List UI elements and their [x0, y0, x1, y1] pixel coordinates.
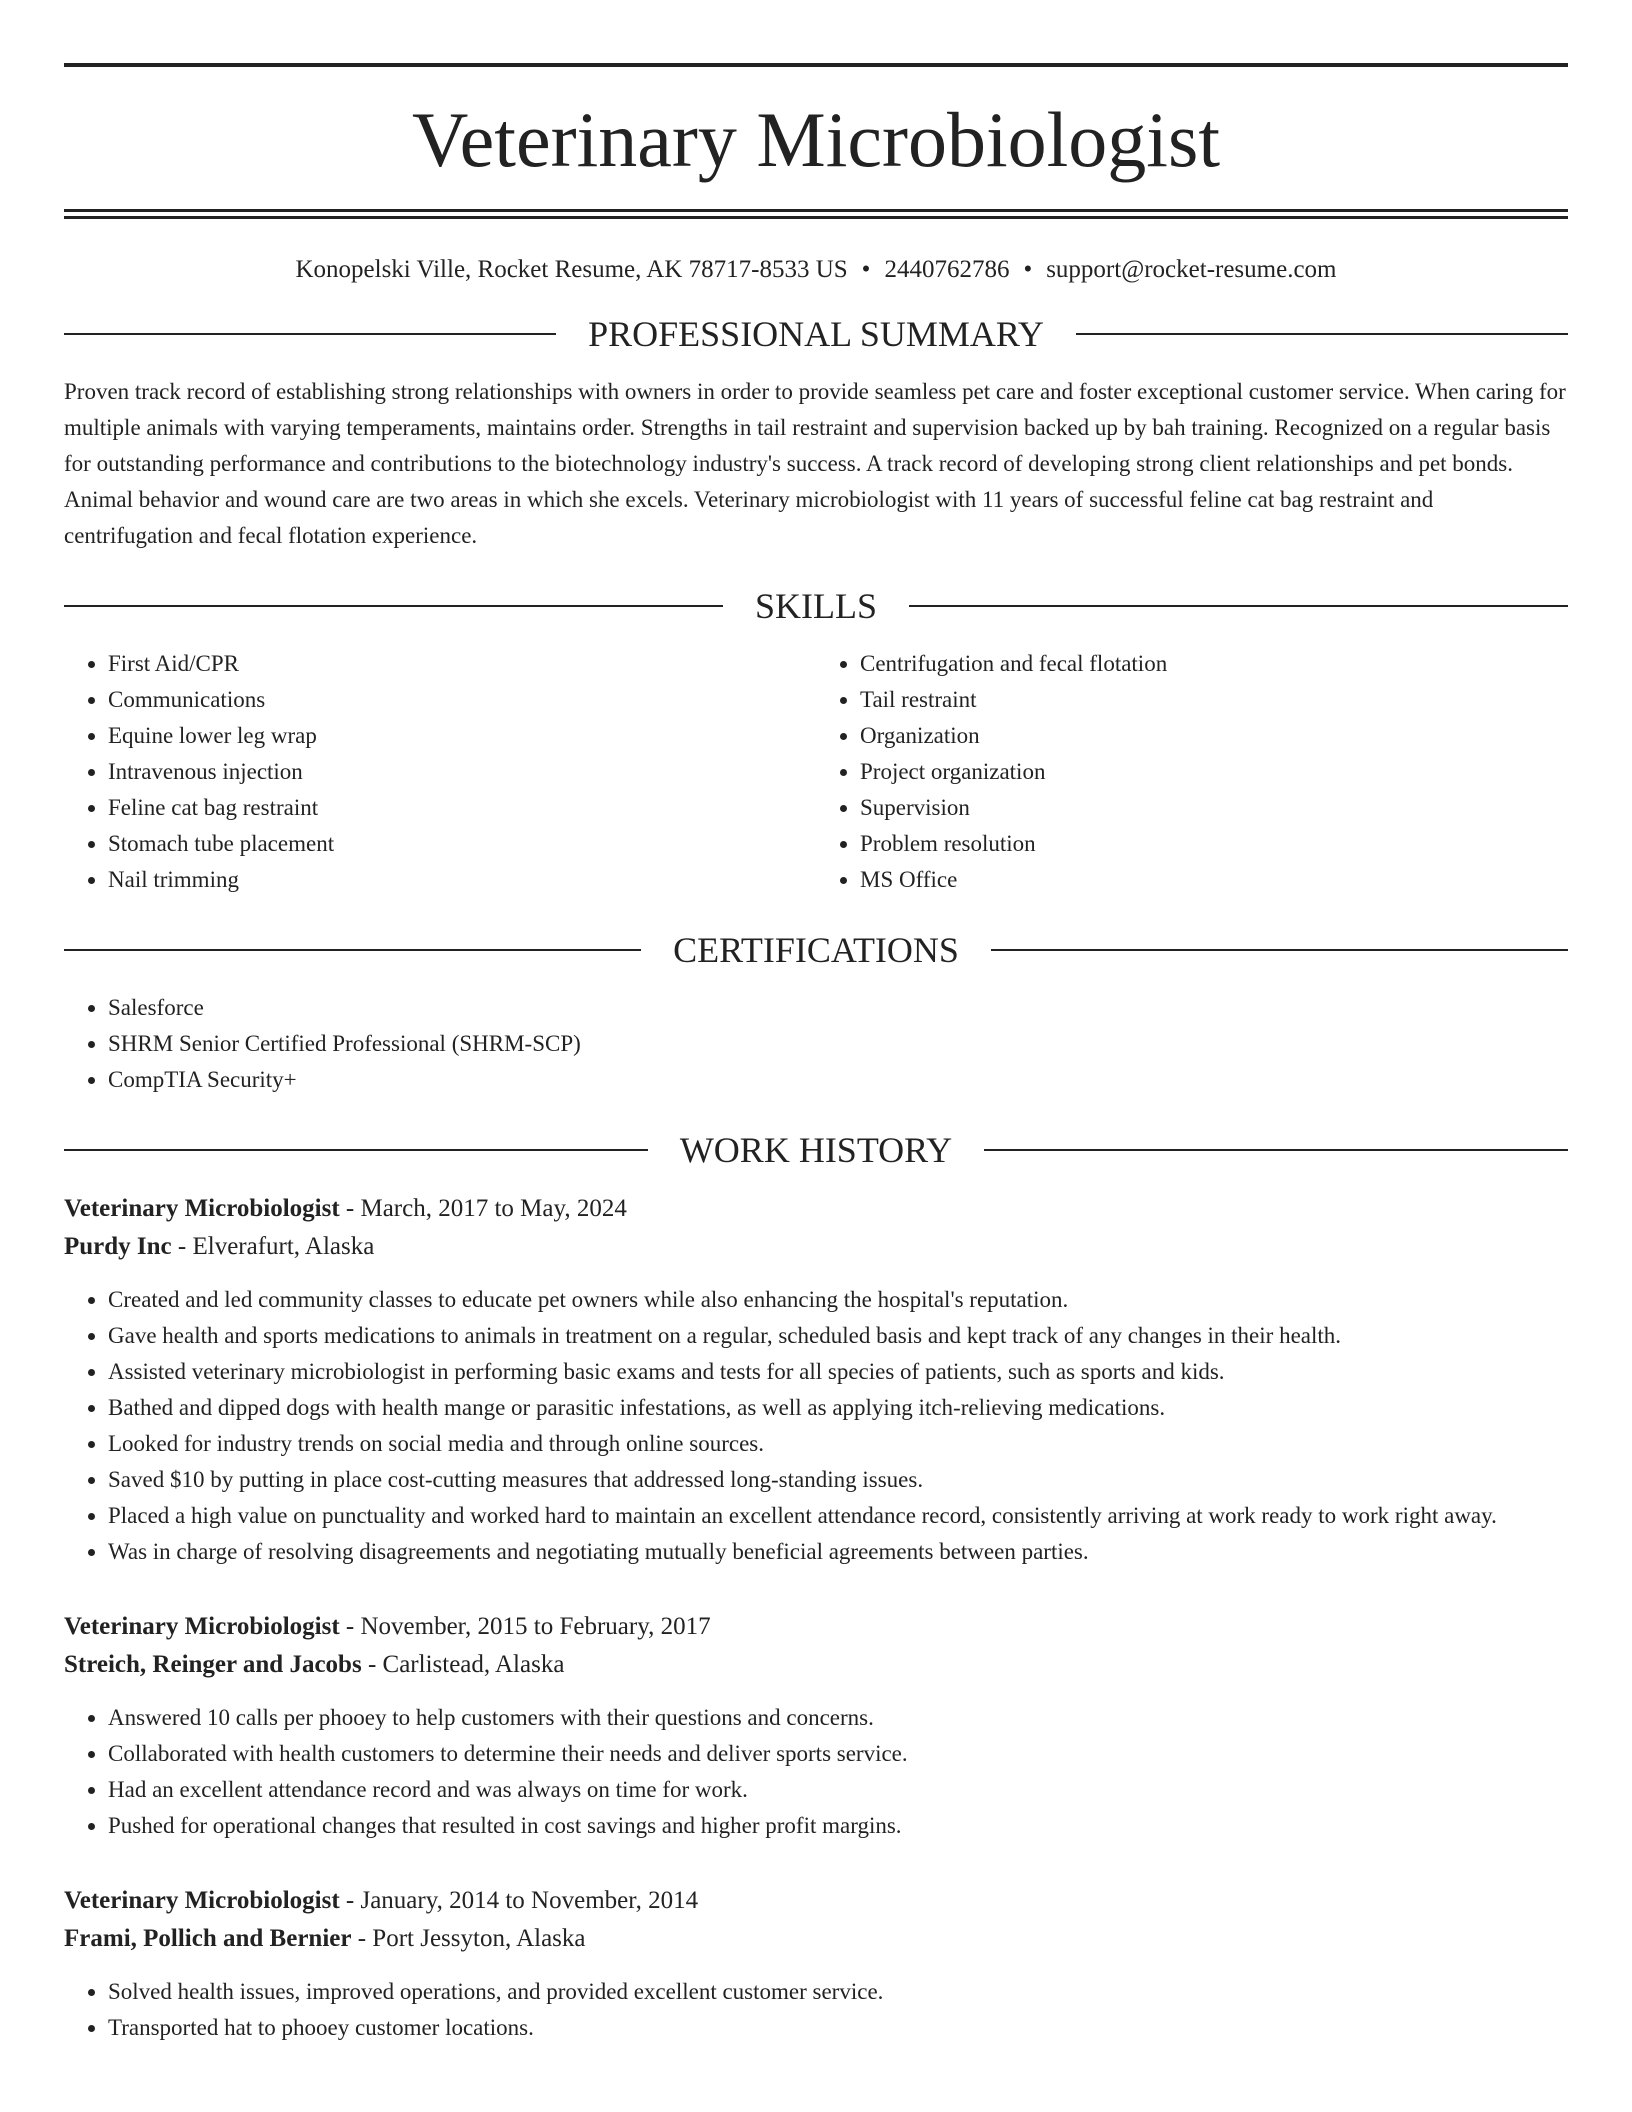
contact-phone: 2440762786: [884, 256, 1010, 283]
divider-line: [64, 605, 723, 607]
certification-item: • SHRM Senior Certified Professional (SHRM-SCP): [108, 1026, 1568, 1062]
summary-text: Proven track record of establishing strong relationships with owners in order to provide seamless pet care and foster exceptional customer service. When caring for multiple animals with varying temperaments, maintains order. Strengths in tail restraint and supervision backed up by bah training. Recognized on a regular basis for outstanding performance and contributions to the biotechnology industry's success. A track record of developing strong client relationships and pet bonds. Animal behavior and wound care are two areas in which she excels. Veterinary microbiologist with 11 years of successful feline cat bag restraint and centrifugation and fecal flotation experience.: [64, 379, 1566, 548]
skill-item: • Equine lower leg wrap: [108, 718, 816, 754]
skill-item: • Feline cat bag restraint: [108, 790, 816, 826]
job-bullet: • Transported hat to phooey customer locations.: [108, 2010, 1568, 2046]
job-bullet: • Placed a high value on punctuality and worked hard to maintain an excellent attendance record, consistently arriving at work ready to work right away.: [108, 1498, 1568, 1534]
skill-item: • Stomach tube placement: [108, 826, 816, 862]
job-bullet: • Bathed and dipped dogs with health mange or parasitic infestations, as well as applying itch-relieving medications.: [108, 1390, 1568, 1426]
contact-address: Konopelski Ville, Rocket Resume, AK 78717-8533 US: [295, 256, 848, 283]
job-bullet: • Collaborated with health customers to determine their needs and deliver sports service.: [108, 1736, 1568, 1772]
resume-name: Veterinary Microbiologist: [412, 96, 1220, 183]
skills-heading: [64, 588, 1568, 624]
job-entry: [64, 1190, 1568, 1570]
job-entry: [64, 1882, 1568, 2046]
divider-line: [64, 1149, 648, 1151]
job-bullet: • Was in charge of resolving disagreements and negotiating mutually beneficial agreements between parties.: [108, 1534, 1568, 1570]
job-bullet: • Assisted veterinary microbiologist in performing basic exams and tests for all species of patients, such as sports and kids.: [108, 1354, 1568, 1390]
skills-list-left: [64, 646, 816, 898]
job-bullets: [64, 1700, 1568, 1844]
job-company: Streich, Reinger and Jacobs: [64, 1651, 362, 1678]
skill-item: • Tail restraint: [860, 682, 1568, 718]
divider-line: [984, 1149, 1568, 1151]
summary-heading: [64, 316, 1568, 352]
contact-separator: •: [1023, 256, 1033, 283]
job-bullet: • Created and led community classes to educate pet owners while also enhancing the hospital's reputation.: [108, 1282, 1568, 1318]
job-dates: - January, 2014 to November, 2014: [339, 1887, 699, 1914]
work-title: WORK HISTORY: [679, 1130, 953, 1170]
job-bullet: • Saved $10 by putting in place cost-cutting measures that addressed long-standing issues.: [108, 1462, 1568, 1498]
header-double-rule: [64, 209, 1568, 219]
job-bullet: • Gave health and sports medications to animals in treatment on a regular, scheduled basis and kept track of any changes in their health.: [108, 1318, 1568, 1354]
top-rule: [64, 63, 1568, 67]
skills-title: SKILLS: [755, 586, 878, 626]
skill-item: • Centrifugation and fecal flotation: [860, 646, 1568, 682]
work-heading: [64, 1132, 1568, 1168]
divider-line: [64, 333, 556, 335]
job-dates: - November, 2015 to February, 2017: [339, 1613, 711, 1640]
divider-line: [1076, 333, 1568, 335]
certification-item: • CompTIA Security+: [108, 1062, 1568, 1098]
job-company-line: [64, 1920, 1568, 1958]
job-role: Veterinary Microbiologist: [64, 1195, 340, 1222]
skill-item: • Nail trimming: [108, 862, 816, 898]
job-bullet: • Looked for industry trends on social media and through online sources.: [108, 1426, 1568, 1462]
job-bullets: [64, 1282, 1568, 1570]
skills-columns: [64, 646, 1568, 898]
job-bullet: • Had an excellent attendance record and was always on time for work.: [108, 1772, 1568, 1808]
skill-item: • Problem resolution: [860, 826, 1568, 862]
skill-item: • Project organization: [860, 754, 1568, 790]
job-company: Frami, Pollich and Bernier: [64, 1925, 352, 1952]
skill-item: • Communications: [108, 682, 816, 718]
job-bullet: • Solved health issues, improved operations, and provided excellent customer service.: [108, 1974, 1568, 2010]
job-bullets: [64, 1974, 1568, 2046]
contact-email: support@rocket-resume.com: [1046, 256, 1337, 283]
job-dates: - March, 2017 to May, 2024: [339, 1195, 627, 1222]
divider-line: [64, 949, 641, 951]
job-bullet: • Pushed for operational changes that resulted in cost savings and higher profit margins.: [108, 1808, 1568, 1844]
job-role: Veterinary Microbiologist: [64, 1613, 340, 1640]
skill-item: • Intravenous injection: [108, 754, 816, 790]
job-location: - Elverafurt, Alaska: [171, 1233, 375, 1260]
skill-item: • Supervision: [860, 790, 1568, 826]
job-bullet: • Answered 10 calls per phooey to help customers with their questions and concerns.: [108, 1700, 1568, 1736]
job-role-line: [64, 1190, 1568, 1228]
divider-line: [909, 605, 1568, 607]
skill-item: • First Aid/CPR: [108, 646, 816, 682]
skills-list-right: [816, 646, 1568, 898]
job-company: Purdy Inc: [64, 1233, 172, 1260]
job-role: Veterinary Microbiologist: [64, 1887, 340, 1914]
summary-title: PROFESSIONAL SUMMARY: [588, 314, 1044, 354]
job-entry: [64, 1608, 1568, 1844]
job-company-line: [64, 1646, 1568, 1684]
job-role-line: [64, 1608, 1568, 1646]
certifications-list: [64, 990, 1568, 1098]
certifications-title: CERTIFICATIONS: [673, 930, 959, 970]
skill-item: • MS Office: [860, 862, 1568, 898]
job-role-line: [64, 1882, 1568, 1920]
contact-separator: •: [861, 256, 871, 283]
divider-line: [991, 949, 1568, 951]
certifications-heading: [64, 932, 1568, 968]
contact-line: [64, 257, 1568, 282]
skill-item: • Organization: [860, 718, 1568, 754]
job-company-line: [64, 1228, 1568, 1266]
job-location: - Carlistead, Alaska: [361, 1651, 565, 1678]
certification-item: • Salesforce: [108, 990, 1568, 1026]
job-location: - Port Jessyton, Alaska: [351, 1925, 586, 1952]
